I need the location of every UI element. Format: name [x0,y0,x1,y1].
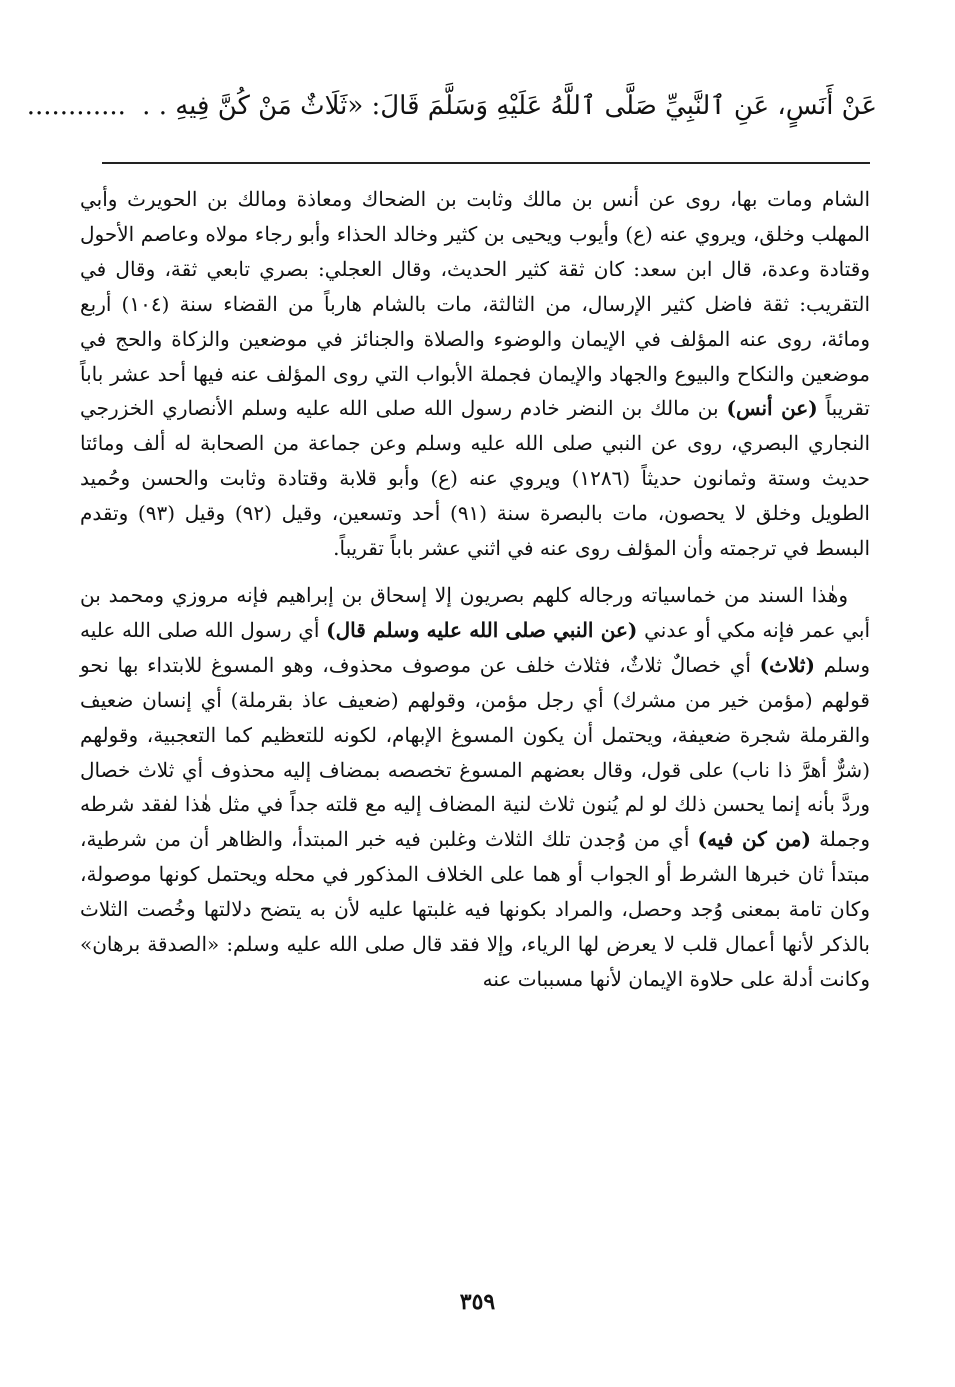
separator-rule [102,162,870,164]
p2-text-3: أي خصالٌ ثلاثٌ، فثلاث خلف عن موصوف محذوف، وهو المسوغ للابتداء بها نحو قولهم (مؤمن خير من مشرك) أي رجل مؤمن، وقولهم (ضعيف عاذ بقرملة) أي إنسان ضعيف والقرملة شجرة ضعيفة، ويحتمل أن يكون المسوغ الإبهام، لكونه للتعظيم كما التعجبية، وقولهم (شرٌّ أهرَّ ذا ناب) على قول، وقال بعضهم المسوغ تخصصه بمضاف إليه محذوف أي ثلاث خصال وردَّ بأنه إنما يحسن ذلك لو لم يُنون ثلاث لنية المضاف إليه مع قلته جداً في مثل هٰذا لفقد شرطه وجملة [80,652,871,852]
p2-text-2: أي رسول الله صلى الله عليه وسلم [80,617,871,677]
hadith-text-header [26,86,877,126]
p2-text-1: وهٰذا السند من خماسياته ورجاله كلهم بصريون إلا إسحاق بن إبراهيم فإنه مروزي ومحمد بن أبي عمر فإنه مكي أو عدني [80,582,871,642]
p2-bold-2: (ثلاث) [759,652,815,677]
ellipsis-dots: ............ [26,91,126,121]
p2-text-4: أي من وُجدن تلك الثلاث وغلبن فيه خبر المبتدأ، والظاهر أن من شرطية، مبتدأ ثان خبرها الشرط أو الجواب أو هما على الخلاف المذكور في محله ويحتمل كونها موصولة، وكان تامة بمعنى وُجد وحصل، والمراد بكونها فيه غلبتها عليه لأن به يتضح دلالتها وخُصت الثلاث بالذكر لأنها أعمال قلب لا يعرض لها الرياء، وإلا فقد قال صلى الله عليه وسلم: «الصدقة برهان» وكانت أدلة على حلاوة الإيمان لأنها مسببات عنه [80,827,870,991]
p2-bold-3: (من كن فيه) [697,827,811,852]
commentary-paragraph-2 [80,578,870,997]
page-number: ٣٥٩ [459,1289,496,1315]
p1-text-1: الشام ومات بها، روى عن أنس بن مالك وثابت بن الضحاك ومعاذة ومالك بن الحويرث وأبي المهلب وخلق، ويروي عنه (ع) وأيوب ويحيى بن كثير وخالد الحذاء وأبو رجاء مولاه وعاصم الأحول وقتادة وعدة، قال ابن سعد: كان ثقة كثير الحديث، وقال العجلي: بصري تابعي ثقة، وقال في التقريب: ثقة فاضل كثير الإرسال، من الثالثة، مات بالشام هارباً من القضاء سنة (١٠٤) أربع ومائة، روى عنه المؤلف في الإيمان والوضوء والصلاة والجنائز في موضعين والزكاة والحج في موضعين والنكاح والبيوع والجهاد والإيمان فجملة الأبواب التي روى المؤلف عنه فيها أحد عشر باباً تقريباً [80,187,870,421]
commentary-paragraph-1 [80,182,870,566]
commentary-body [80,182,870,997]
hadith-text: عَنْ أَنَسٍ، عَنِ ٱلنَّبِيِّ صَلَّى ٱللَّهُ عَلَيْهِ وَسَلَّمَ قَالَ: «ثَلَاثٌ مَنْ كُنَّ فِيهِ . . [142,91,877,121]
p2-bold-1: (عن النبي صلى الله عليه وسلم قال) [326,617,638,642]
p1-bold-1: (عن أنس) [726,396,818,421]
p1-text-2: بن مالك بن النضر خادم رسول الله صلى الله عليه وسلم الأنصاري الخزرجي النجاري البصري، روى عن النبي صلى الله عليه وسلم وعن جماعة من الصحابة له ألف ومائتا حديث وستة وثمانون حديثاً (١٢٨٦) ويروي عنه (ع) وأبو قلابة وقتادة وثابت والحسن وحُميد الطويل وخلق لا يحصون، مات بالبصرة سنة (٩١) أحد وتسعين، وقيل (٩٢) وقيل (٩٣) وتقدم البسط في ترجمته وأن المؤلف روى عنه في اثني عشر باباً تقريباً. [80,396,870,561]
